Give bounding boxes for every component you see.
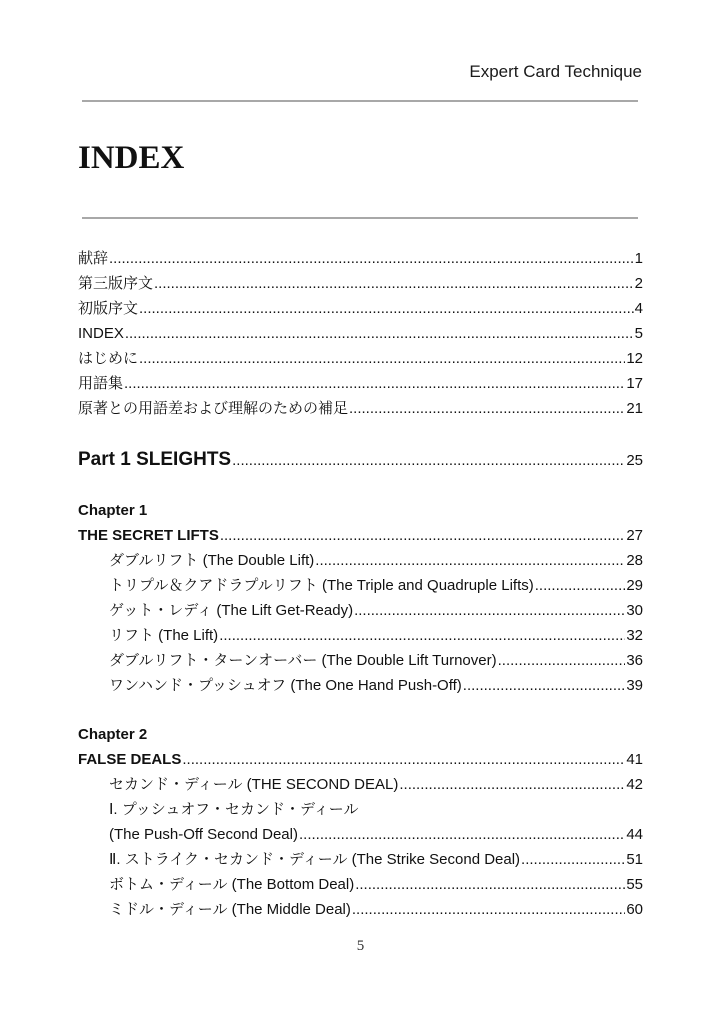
- running-header: Expert Card Technique: [469, 62, 642, 81]
- toc-entry-page: 28: [626, 552, 643, 569]
- toc-entry-label: ゲット・レディ (The Lift Get-Ready): [109, 602, 354, 619]
- toc-entry-page: 1: [634, 250, 643, 267]
- toc-entry-terminology-notes[interactable]: [78, 396, 643, 421]
- toc-entry-middle-deal[interactable]: [78, 897, 643, 922]
- toc-entry-triple-quadruple-lifts[interactable]: [78, 573, 643, 598]
- leader-dots: [124, 371, 625, 396]
- toc-entry-label: ダブルリフト (The Double Lift): [109, 552, 315, 569]
- leader-dots: [232, 448, 625, 473]
- part-section: [78, 447, 643, 472]
- toc-entry-page: 25: [626, 452, 643, 469]
- toc-entry-double-lift[interactable]: [78, 548, 643, 573]
- toc-entry-page: 17: [626, 375, 643, 392]
- toc-entry-dedication[interactable]: [78, 246, 643, 271]
- toc-entry-label: ワンハンド・プッシュオフ (The One Hand Push-Off): [109, 677, 462, 694]
- toc-entry-page: 60: [626, 901, 643, 918]
- toc-entry-page: 21: [626, 400, 643, 417]
- leader-dots: [315, 548, 625, 573]
- toc-entry-label: 第三版序文: [78, 275, 154, 292]
- page-title: INDEX: [78, 140, 185, 176]
- leader-dots: [139, 296, 634, 321]
- part-title: Part 1 SLEIGHTS: [78, 449, 232, 470]
- toc-entry-label: ダブルリフト・ターンオーバー (The Double Lift Turnover): [109, 652, 497, 669]
- chapter-heading: Chapter 2: [78, 726, 148, 743]
- leader-dots: [109, 246, 634, 271]
- toc-entry-label: (The Push-Off Second Deal): [109, 826, 298, 843]
- toc-entry-lift-get-ready[interactable]: [78, 598, 643, 623]
- chapter-title: FALSE DEALS: [78, 751, 182, 768]
- leader-dots: [355, 872, 625, 897]
- leader-dots: [182, 747, 625, 772]
- chapter1-section: [78, 498, 643, 698]
- toc-entry-glossary[interactable]: [78, 371, 643, 396]
- toc-entry-label: 原著との用語差および理解のための補足: [78, 400, 349, 417]
- leader-dots: [463, 673, 626, 698]
- chapter-heading: Chapter 1: [78, 502, 148, 519]
- leader-dots: [535, 573, 626, 598]
- toc-entry-index[interactable]: [78, 321, 643, 346]
- page-number: 5: [356, 938, 365, 954]
- chapter2-section: [78, 722, 643, 922]
- toc-entry-page: 4: [634, 300, 643, 317]
- toc-entry-label: ミドル・ディール (The Middle Deal): [109, 901, 351, 918]
- leader-dots: [219, 623, 625, 648]
- toc-entry-push-off-heading[interactable]: Ⅰ. プッシュオフ・セカンド・ディール: [109, 801, 359, 818]
- toc-entry-label: 初版序文: [78, 300, 139, 317]
- toc-entry-label: セカンド・ディール (THE SECOND DEAL): [109, 776, 399, 793]
- leader-dots: [220, 523, 625, 548]
- toc-entry-label: 用語集: [78, 375, 124, 392]
- toc-entry-page: 29: [626, 577, 643, 594]
- toc-entry-page: 2: [634, 275, 643, 292]
- toc-entry-page: 51: [626, 851, 643, 868]
- toc-entry-lift[interactable]: [78, 623, 643, 648]
- toc-entry-page: 39: [626, 677, 643, 694]
- leader-dots: [354, 598, 625, 623]
- toc-entry-page: 27: [626, 527, 643, 544]
- toc-entry-label: リフト (The Lift): [109, 627, 219, 644]
- toc-entry-introduction[interactable]: [78, 346, 643, 371]
- toc-entry-page: 36: [626, 652, 643, 669]
- top-divider: [82, 100, 638, 102]
- toc-entry-part1[interactable]: [78, 447, 643, 472]
- toc-entry-label: INDEX: [78, 325, 124, 342]
- leader-dots: [299, 822, 625, 847]
- toc-entry-label: 献辞: [78, 250, 109, 267]
- chapter-title: THE SECRET LIFTS: [78, 527, 219, 544]
- toc-entry-label: Ⅱ. ストライク・セカンド・ディール (The Strike Second Deal): [109, 851, 521, 868]
- toc-entry-page: 42: [626, 776, 643, 793]
- toc-entry-one-hand-push-off[interactable]: [78, 673, 643, 698]
- toc-entry-label: トリプル＆クアドラプルリフト (The Triple and Quadruple Lifts): [109, 577, 534, 594]
- title-divider: [82, 217, 638, 219]
- toc-entry-bottom-deal[interactable]: [78, 872, 643, 897]
- front-matter-list: [78, 246, 643, 421]
- toc-entry-page: 32: [626, 627, 643, 644]
- toc-entry-first-edition-preface[interactable]: [78, 296, 643, 321]
- leader-dots: [349, 396, 625, 421]
- toc-entry-double-lift-turnover[interactable]: [78, 648, 643, 673]
- toc-entry-label: ボトム・ディール (The Bottom Deal): [109, 876, 355, 893]
- toc-entry-page: 55: [626, 876, 643, 893]
- toc-entry-strike-second-deal[interactable]: [78, 847, 643, 872]
- toc-entry-page: 12: [626, 350, 643, 367]
- leader-dots: [521, 847, 625, 872]
- leader-dots: [154, 271, 634, 296]
- leader-dots: [139, 346, 625, 371]
- toc-entry-second-deal[interactable]: [78, 772, 643, 797]
- toc-entry-page: 44: [626, 826, 643, 843]
- toc-entry-push-off-second-deal[interactable]: [78, 822, 643, 847]
- toc-entry-page: 41: [626, 751, 643, 768]
- leader-dots: [498, 648, 626, 673]
- toc-entry-third-edition-preface[interactable]: [78, 271, 643, 296]
- toc-entry-chapter2-title[interactable]: [78, 747, 643, 772]
- leader-dots: [125, 321, 634, 346]
- leader-dots: [399, 772, 625, 797]
- leader-dots: [352, 897, 625, 922]
- toc-entry-label: はじめに: [78, 350, 139, 367]
- toc-entry-page: 5: [634, 325, 643, 342]
- toc-entry-page: 30: [626, 602, 643, 619]
- toc-entry-chapter1-title[interactable]: [78, 523, 643, 548]
